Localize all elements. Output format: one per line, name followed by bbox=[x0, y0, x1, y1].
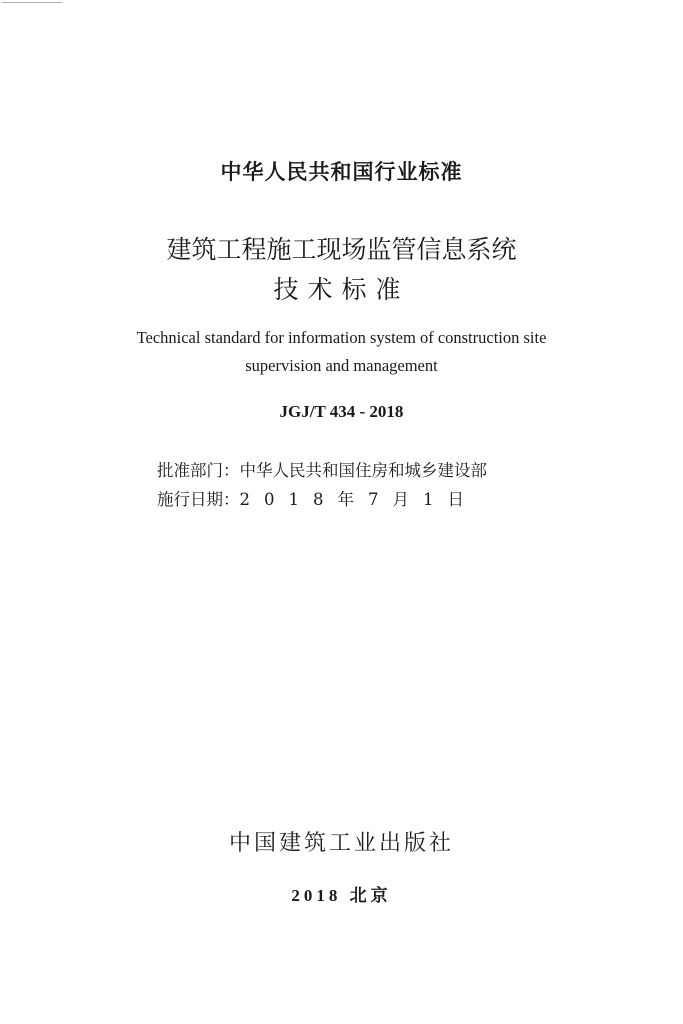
publisher: 中国建筑工业出版社 bbox=[228, 831, 454, 856]
approval-label: 批准部门： bbox=[157, 461, 240, 480]
title-english-line-2: supervision and management bbox=[245, 356, 438, 375]
title-chinese-line-1: 建筑工程施工现场监管信息系统 bbox=[166, 235, 517, 264]
standard-category: 中华人民共和国行业标准 bbox=[220, 160, 463, 184]
effective-value: 2018年7月1日 bbox=[239, 490, 478, 509]
approval-department bbox=[157, 457, 487, 481]
standard-number: JGJ/T 434 - 2018 bbox=[279, 402, 404, 421]
scan-edge-mark bbox=[2, 2, 62, 3]
effective-label: 施行日期： bbox=[157, 490, 240, 509]
title-chinese-line-2: 技术标准 bbox=[273, 275, 410, 304]
title-english-line-1: Technical standard for information system of construction site bbox=[136, 328, 547, 347]
effective-date bbox=[157, 486, 478, 510]
approval-value: 中华人民共和国住房和城乡建设部 bbox=[239, 461, 487, 480]
publication-year-place: 2018 北京 bbox=[291, 886, 392, 905]
